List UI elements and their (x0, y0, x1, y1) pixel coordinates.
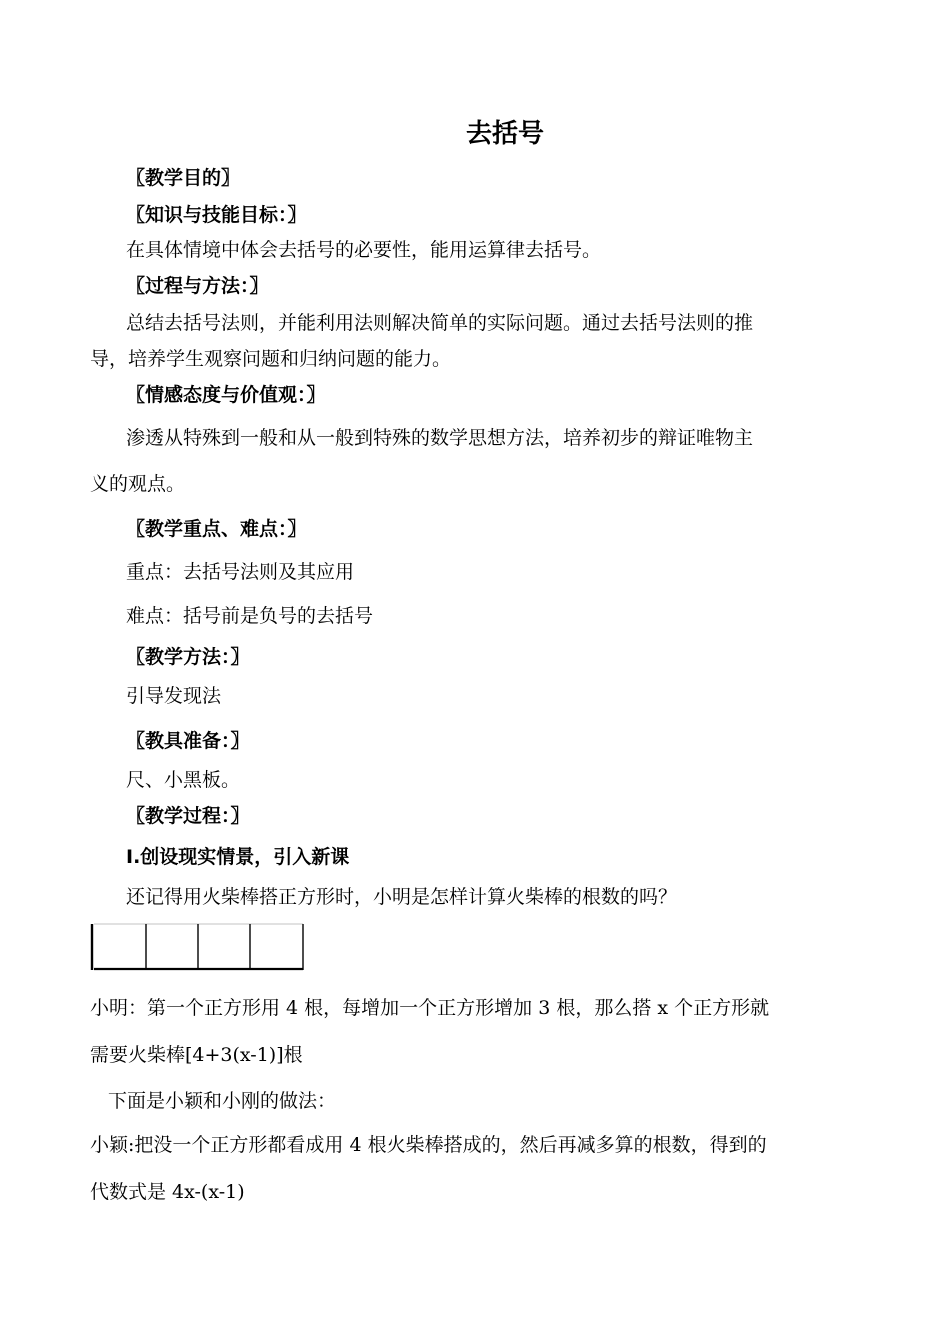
attitude-heading: 〖情感态度与价值观：〗 (126, 384, 326, 406)
objectives-heading: 〖教学目的〗 (126, 167, 241, 189)
xiaoming-text-line2: 需要火柴棒[4+3(x-1)]根 (90, 1044, 303, 1066)
xiaoying-text-line1: 小颖:把没一个正方形都看成用 4 根火柴棒搭成的，然后再减多算的根数，得到的 (90, 1134, 767, 1156)
knowledge-text: 在具体情境中体会去括号的必要性，能用运算律去括号。 (126, 239, 602, 261)
key-point: 重点：去括号法则及其应用 (126, 561, 355, 583)
attitude-text-line1: 渗透从特殊到一般和从一般到特殊的数学思想方法，培养初步的辩证唯物主 (126, 427, 754, 449)
xiaoming-text-line1: 小明：第一个正方形用 4 根，每增加一个正方形增加 3 根，那么搭 x 个正方形就 (90, 997, 770, 1019)
key-difficult-heading: 〖教学重点、难点：〗 (126, 518, 307, 540)
method-heading: 〖教学方法：〗 (126, 646, 250, 668)
xiaoying-text-line2: 代数式是 4x-(x-1) (90, 1181, 245, 1203)
page-title: 去括号 (465, 119, 544, 149)
knowledge-heading: 〖知识与技能目标：〗 (126, 204, 307, 226)
process-text-line2: 导，培养学生观察问题和归纳问题的能力。 (90, 348, 452, 370)
process-heading: 〖过程与方法：〗 (126, 275, 269, 297)
part1-heading: Ⅰ.创设现实情景，引入新课 (126, 846, 350, 868)
matchstick-squares-figure (90, 922, 305, 972)
methods-intro-text: 下面是小颖和小刚的做法： (108, 1090, 337, 1112)
difficult-point: 难点：括号前是负号的去括号 (126, 605, 374, 627)
attitude-text-line2: 义的观点。 (90, 473, 186, 495)
process-text-line1: 总结去括号法则，并能利用法则解决简单的实际问题。通过去括号法则的推 (126, 312, 754, 334)
procedure-heading: 〖教学过程：〗 (126, 805, 250, 827)
tools-text: 尺、小黑板。 (126, 769, 241, 791)
part1-intro: 还记得用火柴棒搭正方形时，小明是怎样计算火柴棒的根数的吗？ (126, 886, 678, 908)
method-text: 引导发现法 (126, 685, 222, 707)
tools-heading: 〖教具准备：〗 (126, 730, 250, 752)
